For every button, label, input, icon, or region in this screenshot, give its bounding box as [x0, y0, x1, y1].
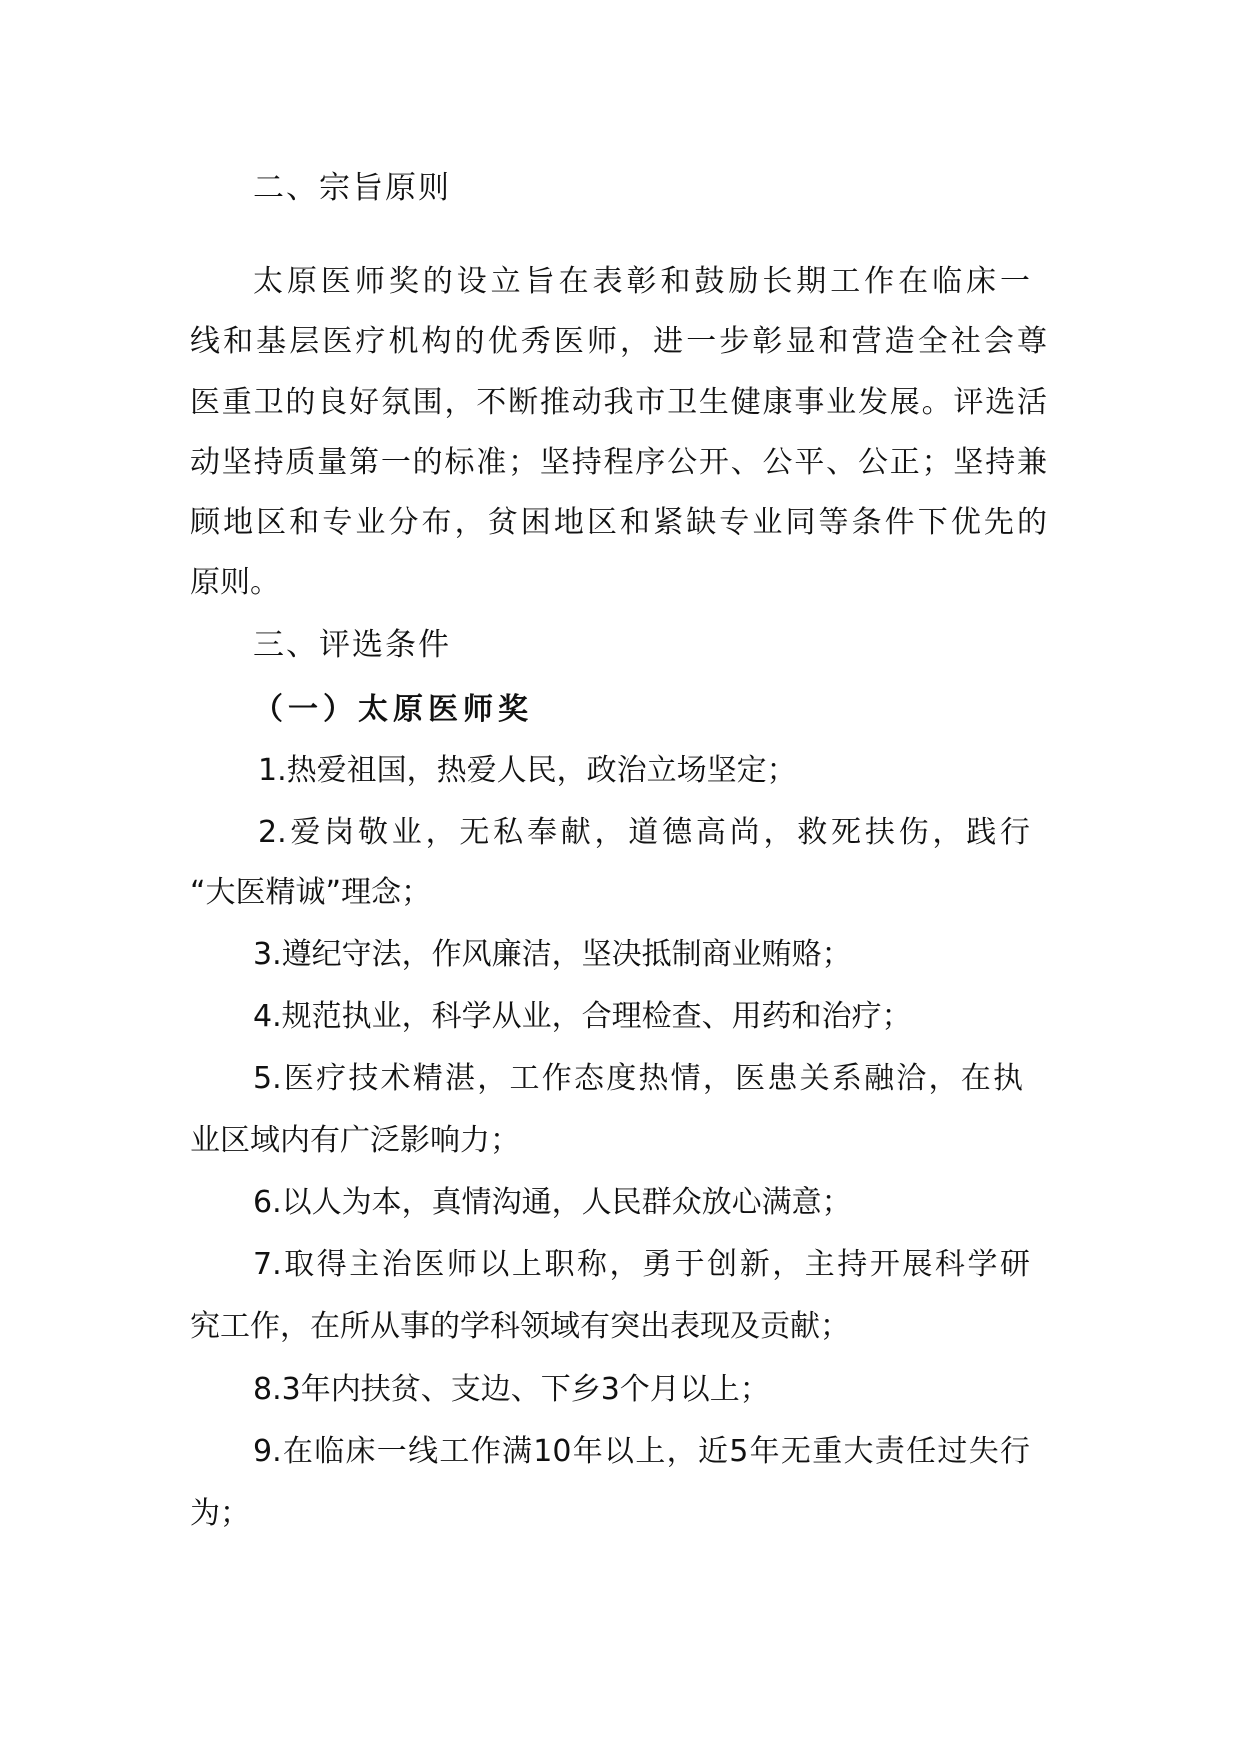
criteria-item-continuation: 业区域内有广泛影响力； [190, 1123, 520, 1158]
criteria-item: 4.规范执业，科学从业，合理检查、用药和治疗； [253, 999, 912, 1034]
criteria-item: 6.以人为本，真情沟通，人民群众放心满意； [253, 1185, 852, 1220]
subsection-heading: （一）太原医师奖 [253, 692, 533, 727]
paragraph-line: 原则。 [190, 565, 280, 600]
criteria-item-continuation: 为； [190, 1496, 250, 1531]
paragraph-line: 顾地区和专业分布，贫困地区和紧缺专业同等条件下优先的 [190, 505, 1047, 540]
paragraph-line: 医重卫的良好氛围，不断推动我市卫生健康事业发展。评选活 [190, 385, 1047, 420]
criteria-item: 7.取得主治医师以上职称，勇于创新，主持开展科学研 [253, 1247, 1030, 1282]
criteria-item: 8.3年内扶贫、支边、下乡3个月以上； [253, 1372, 770, 1407]
section-heading-principles: 二、宗旨原则 [253, 170, 451, 206]
criteria-item: 2.爱岗敬业，无私奉献，道德高尚，救死扶伤，践行 [258, 815, 1030, 850]
paragraph-line: 线和基层医疗机构的优秀医师，进一步彰显和营造全社会尊 [190, 324, 1047, 359]
criteria-item-continuation: “大医精诚”理念； [190, 875, 432, 910]
criteria-item: 9.在临床一线工作满10年以上，近5年无重大责任过失行 [253, 1434, 1030, 1469]
criteria-item: 5.医疗技术精湛，工作态度热情，医患关系融洽，在执 [253, 1061, 1023, 1096]
section-heading-criteria: 三、评选条件 [253, 627, 451, 663]
paragraph-line: 太原医师奖的设立旨在表彰和鼓励长期工作在临床一 [253, 264, 1030, 299]
criteria-item-continuation: 究工作，在所从事的学科领域有突出表现及贡献； [190, 1309, 850, 1344]
criteria-item: 3.遵纪守法，作风廉洁，坚决抵制商业贿赂； [253, 937, 852, 972]
paragraph-line: 动坚持质量第一的标准；坚持程序公开、公平、公正；坚持兼 [190, 445, 1047, 480]
criteria-item: 1.热爱祖国，热爱人民，政治立场坚定； [258, 753, 797, 788]
